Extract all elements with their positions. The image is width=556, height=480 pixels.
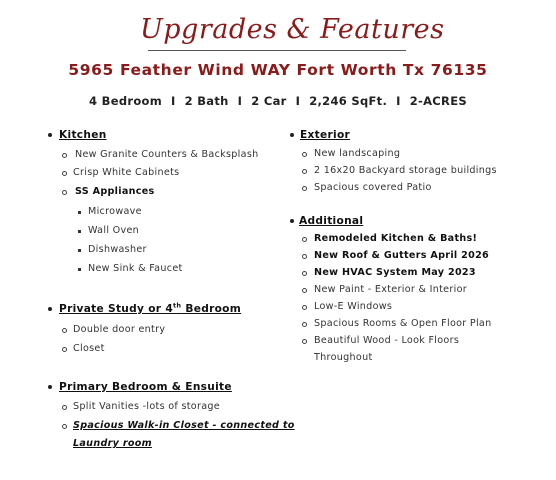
bullet-circle-icon bbox=[62, 171, 67, 176]
list-item: Crisp White Cabinets bbox=[73, 167, 180, 178]
list-item: Laundry room bbox=[73, 438, 152, 449]
bullet-disc-icon bbox=[48, 307, 52, 311]
list-item: Wall Oven bbox=[88, 225, 140, 236]
bullet-circle-icon bbox=[302, 186, 307, 191]
study-heading-sup: th bbox=[173, 301, 182, 310]
bullet-circle-icon bbox=[302, 169, 307, 174]
bullet-circle-icon bbox=[302, 322, 307, 327]
bullet-disc-icon bbox=[48, 385, 52, 389]
list-item: Microwave bbox=[88, 206, 142, 217]
spec-acres: 2-ACRES bbox=[409, 94, 467, 108]
list-item: Low-E Windows bbox=[314, 301, 393, 312]
list-item: Spacious Rooms & Open Floor Plan bbox=[314, 318, 492, 329]
bullet-square-icon bbox=[78, 211, 81, 214]
list-item: Dishwasher bbox=[88, 244, 147, 255]
spec-separator: I bbox=[171, 94, 176, 108]
study-heading bbox=[59, 303, 241, 315]
list-item: Closet bbox=[73, 343, 105, 354]
bullet-circle-icon bbox=[302, 339, 307, 344]
bullet-circle-icon bbox=[302, 254, 307, 259]
spec-separator: I bbox=[237, 94, 243, 108]
list-item: Throughout bbox=[314, 352, 373, 363]
spec-separator: I bbox=[295, 94, 301, 108]
list-item: Spacious Walk-in Closet - connected to bbox=[73, 420, 295, 431]
primary-heading: Primary Bedroom & Ensuite bbox=[59, 381, 232, 393]
list-item: New Sink & Faucet bbox=[88, 263, 183, 274]
bullet-circle-icon bbox=[302, 288, 307, 293]
bullet-disc-icon bbox=[48, 133, 52, 137]
property-address: 5965 Feather Wind WAY Fort Worth Tx 76135 bbox=[68, 61, 488, 79]
list-item: Split Vanities -lots of storage bbox=[73, 401, 220, 412]
appliances-subheading: SS Appliances bbox=[75, 186, 155, 197]
bullet-circle-icon bbox=[62, 328, 67, 333]
spec-bedrooms: 4 Bedroom bbox=[89, 94, 163, 108]
bullet-disc-icon bbox=[290, 219, 294, 223]
exterior-heading: Exterior bbox=[300, 129, 351, 141]
list-item: Double door entry bbox=[73, 324, 166, 335]
spec-garage: 2 Car bbox=[251, 94, 287, 108]
bullet-square-icon bbox=[78, 268, 81, 271]
bullet-circle-icon bbox=[302, 152, 307, 157]
list-item: New landscaping bbox=[314, 148, 401, 159]
bullet-circle-icon bbox=[62, 347, 67, 352]
bullet-circle-icon bbox=[62, 190, 67, 195]
page-title: Upgrades & Features bbox=[140, 14, 445, 45]
bullet-square-icon bbox=[78, 249, 81, 252]
spec-sqft: 2,246 SqFt. bbox=[309, 94, 388, 108]
spec-separator: I bbox=[396, 94, 401, 108]
bullet-circle-icon bbox=[302, 271, 307, 276]
bullet-disc-icon bbox=[290, 133, 294, 137]
bullet-circle-icon bbox=[62, 153, 67, 158]
list-item: Beautiful Wood - Look Floors bbox=[314, 335, 460, 346]
bullet-circle-icon bbox=[62, 405, 67, 410]
additional-heading: Additional bbox=[299, 215, 364, 227]
list-item: Remodeled Kitchen & Baths! bbox=[314, 233, 478, 244]
kitchen-heading: Kitchen bbox=[59, 129, 107, 141]
bullet-circle-icon bbox=[302, 237, 307, 242]
bullet-square-icon bbox=[78, 230, 81, 233]
title-underline bbox=[148, 50, 406, 51]
list-item: Spacious covered Patio bbox=[314, 182, 432, 193]
list-item: New Granite Counters & Backsplash bbox=[75, 149, 259, 160]
spec-baths: 2 Bath bbox=[184, 94, 229, 108]
list-item: New Paint - Exterior & Interior bbox=[314, 284, 467, 295]
study-heading-text: Bedroom bbox=[181, 303, 242, 315]
list-item: New Roof & Gutters April 2026 bbox=[314, 250, 490, 261]
bullet-circle-icon bbox=[62, 424, 67, 429]
property-specs bbox=[0, 94, 556, 108]
study-heading-text: Private Study or 4 bbox=[59, 303, 173, 315]
list-item: New HVAC System May 2023 bbox=[314, 267, 476, 278]
bullet-circle-icon bbox=[302, 305, 307, 310]
list-item: 2 16x20 Backyard storage buildings bbox=[314, 165, 497, 176]
